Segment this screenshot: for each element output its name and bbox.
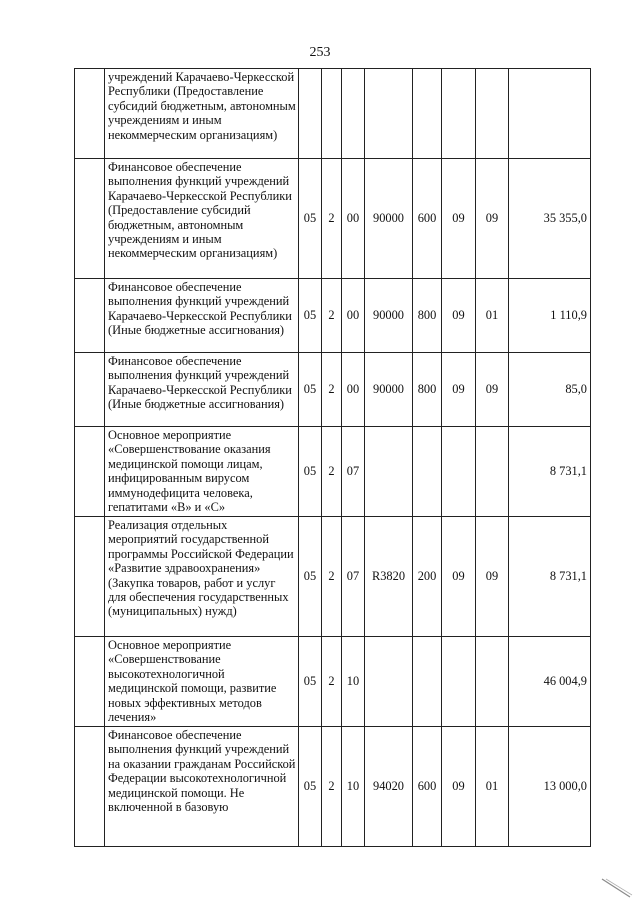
direction-code-cell: R3820 bbox=[365, 517, 413, 637]
amount-cell: 35 355,0 bbox=[509, 159, 591, 279]
event-code-cell: 07 bbox=[342, 517, 365, 637]
program-code-cell: 05 bbox=[299, 353, 322, 427]
subsection-cell: 09 bbox=[476, 517, 509, 637]
program-code-cell: 05 bbox=[299, 517, 322, 637]
expense-type-cell: 200 bbox=[413, 517, 442, 637]
section-cell: 09 bbox=[442, 279, 476, 353]
subsection-cell: 01 bbox=[476, 727, 509, 847]
description-cell: Основное мероприятие «Совершенствование высокотехнологичной медицинской помощи, развитие новых эффективных методов лечения» bbox=[105, 637, 299, 727]
amount-cell: 13 000,0 bbox=[509, 727, 591, 847]
subsection-cell bbox=[476, 637, 509, 727]
section-cell: 09 bbox=[442, 727, 476, 847]
amount-cell: 46 004,9 bbox=[509, 637, 591, 727]
description-cell: Реализация отдельных мероприятий государственной программы Российской Федерации «Развитие здравоохранения» (Закупка товаров, работ и услуг для обеспечения государственных (муниципальных) нужд) bbox=[105, 517, 299, 637]
section-cell: 09 bbox=[442, 159, 476, 279]
expense-type-cell: 800 bbox=[413, 353, 442, 427]
expense-type-cell bbox=[413, 69, 442, 159]
table-row bbox=[75, 353, 591, 427]
subsection-cell bbox=[476, 427, 509, 517]
expense-type-cell bbox=[413, 637, 442, 727]
direction-code-cell bbox=[365, 69, 413, 159]
subprogram-code-cell: 2 bbox=[322, 727, 342, 847]
table-row bbox=[75, 427, 591, 517]
section-cell: 09 bbox=[442, 517, 476, 637]
direction-code-cell bbox=[365, 637, 413, 727]
program-code-cell: 05 bbox=[299, 637, 322, 727]
subprogram-code-cell: 2 bbox=[322, 279, 342, 353]
row-number-cell bbox=[75, 427, 105, 517]
program-code-cell: 05 bbox=[299, 159, 322, 279]
direction-code-cell: 90000 bbox=[365, 279, 413, 353]
section-cell: 09 bbox=[442, 353, 476, 427]
page-number: 253 bbox=[309, 45, 331, 60]
amount-cell: 8 731,1 bbox=[509, 427, 591, 517]
description-cell: Финансовое обеспечение выполнения функций учреждений Карачаево-Черкесской Республики (Предоставление субсидий бюджетным, автономным учреждениям и иным некоммерческим организациям) bbox=[105, 159, 299, 279]
section-cell bbox=[442, 637, 476, 727]
table-row bbox=[75, 159, 591, 279]
table-row bbox=[75, 637, 591, 727]
scan-artifact bbox=[600, 877, 634, 899]
row-number-cell bbox=[75, 637, 105, 727]
event-code-cell: 00 bbox=[342, 353, 365, 427]
amount-cell bbox=[509, 69, 591, 159]
program-code-cell: 05 bbox=[299, 279, 322, 353]
section-cell bbox=[442, 427, 476, 517]
section-cell bbox=[442, 69, 476, 159]
amount-cell: 8 731,1 bbox=[509, 517, 591, 637]
direction-code-cell: 90000 bbox=[365, 353, 413, 427]
subsection-cell bbox=[476, 69, 509, 159]
table-row bbox=[75, 727, 591, 847]
subsection-cell: 01 bbox=[476, 279, 509, 353]
event-code-cell bbox=[342, 69, 365, 159]
row-number-cell bbox=[75, 353, 105, 427]
subsection-cell: 09 bbox=[476, 353, 509, 427]
direction-code-cell bbox=[365, 427, 413, 517]
amount-cell: 1 110,9 bbox=[509, 279, 591, 353]
event-code-cell: 07 bbox=[342, 427, 365, 517]
direction-code-cell: 90000 bbox=[365, 159, 413, 279]
program-code-cell bbox=[299, 69, 322, 159]
event-code-cell: 00 bbox=[342, 279, 365, 353]
description-cell: Финансовое обеспечение выполнения функций учреждений Карачаево-Черкесской Республики (Иные бюджетные ассигнования) bbox=[105, 353, 299, 427]
row-number-cell bbox=[75, 159, 105, 279]
expense-type-cell: 800 bbox=[413, 279, 442, 353]
description-cell: Финансовое обеспечение выполнения функций учреждений Карачаево-Черкесской Республики (Иные бюджетные ассигнования) bbox=[105, 279, 299, 353]
expense-type-cell bbox=[413, 427, 442, 517]
subprogram-code-cell bbox=[322, 69, 342, 159]
expense-type-cell: 600 bbox=[413, 159, 442, 279]
program-code-cell: 05 bbox=[299, 727, 322, 847]
subsection-cell: 09 bbox=[476, 159, 509, 279]
description-cell: Финансовое обеспечение выполнения функций учреждений на оказании гражданам Российской Федерации высокотехнологичной медицинской помощи. Не включенной в базовую bbox=[105, 727, 299, 847]
description-cell: Основное мероприятие «Совершенствование оказания медицинской помощи лицам, инфицированным вирусом иммунодефицита человека, гепатитами «В» и «С» bbox=[105, 427, 299, 517]
table-row bbox=[75, 517, 591, 637]
expense-type-cell: 600 bbox=[413, 727, 442, 847]
program-code-cell: 05 bbox=[299, 427, 322, 517]
row-number-cell bbox=[75, 727, 105, 847]
direction-code-cell: 94020 bbox=[365, 727, 413, 847]
description-cell: учреждений Карачаево-Черкесской Республики (Предоставление субсидий бюджетным, автономным учреждениям и иным некоммерческим организациям) bbox=[105, 69, 299, 159]
subprogram-code-cell: 2 bbox=[322, 427, 342, 517]
subprogram-code-cell: 2 bbox=[322, 517, 342, 637]
subprogram-code-cell: 2 bbox=[322, 637, 342, 727]
amount-cell: 85,0 bbox=[509, 353, 591, 427]
table-row bbox=[75, 279, 591, 353]
subprogram-code-cell: 2 bbox=[322, 353, 342, 427]
row-number-cell bbox=[75, 69, 105, 159]
subprogram-code-cell: 2 bbox=[322, 159, 342, 279]
row-number-cell bbox=[75, 279, 105, 353]
table-row bbox=[75, 69, 591, 159]
budget-table bbox=[74, 68, 591, 847]
row-number-cell bbox=[75, 517, 105, 637]
event-code-cell: 00 bbox=[342, 159, 365, 279]
event-code-cell: 10 bbox=[342, 727, 365, 847]
event-code-cell: 10 bbox=[342, 637, 365, 727]
